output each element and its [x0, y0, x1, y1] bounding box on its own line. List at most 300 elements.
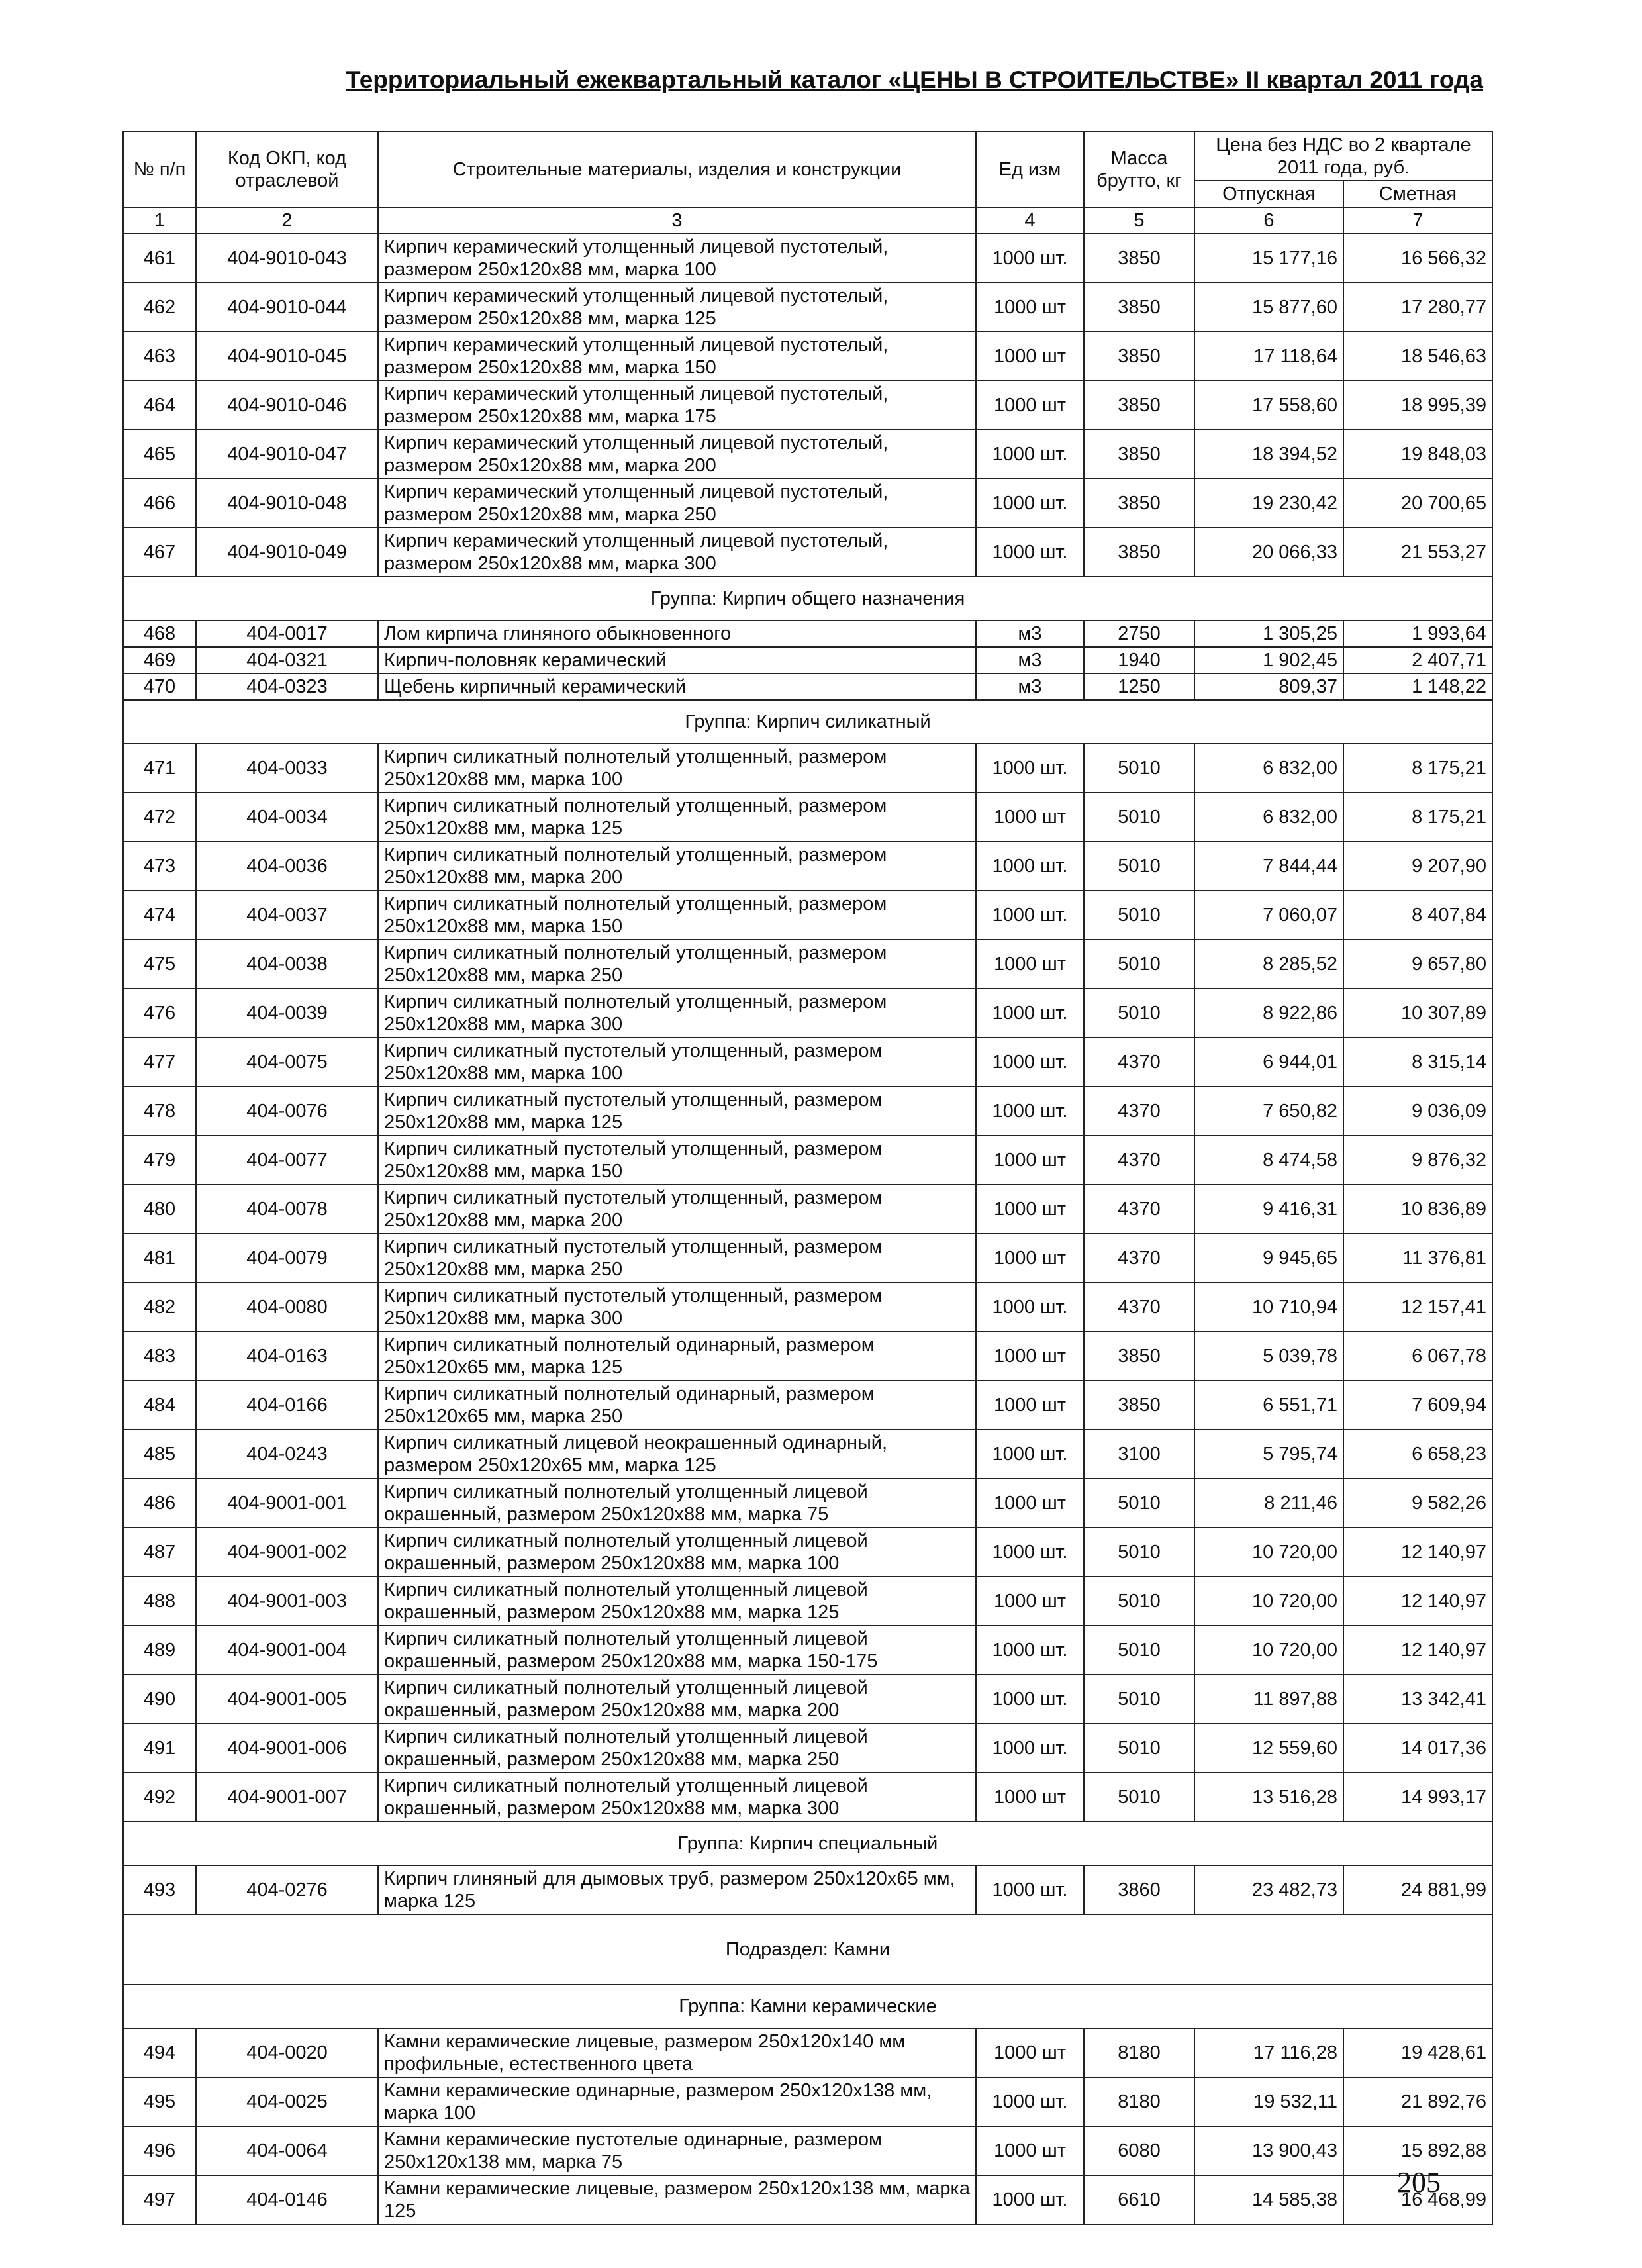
row-number: 481: [123, 1234, 196, 1283]
table-row: [123, 2126, 1492, 2175]
sale-price: 9 945,65: [1194, 1234, 1343, 1283]
table-row: [123, 283, 1492, 332]
estimate-price: 12 140,97: [1343, 1577, 1492, 1626]
okp-code: 404-0017: [196, 620, 378, 647]
table-row: [123, 842, 1492, 891]
unit: м3: [976, 647, 1084, 673]
sale-price: 7 650,82: [1194, 1087, 1343, 1136]
okp-code: 404-0323: [196, 673, 378, 700]
material-name: Кирпич керамический утолщенный лицевой пустотелый, размером 250x120x88 мм, марка 100: [378, 234, 976, 283]
material-name: Кирпич силикатный пустотелый утолщенный, размером 250x120x88 мм, марка 200: [378, 1185, 976, 1234]
okp-code: 404-9010-048: [196, 479, 378, 528]
material-name: Кирпич керамический утолщенный лицевой пустотелый, размером 250x120x88 мм, марка 200: [378, 430, 976, 479]
material-name: Кирпич силикатный полнотелый одинарный, размером 250x120x65 мм, марка 125: [378, 1332, 976, 1381]
table-row: [123, 1381, 1492, 1430]
okp-code: 404-9010-046: [196, 381, 378, 430]
row-number: 493: [123, 1865, 196, 1914]
unit: 1000 шт: [976, 940, 1084, 989]
estimate-price: 12 157,41: [1343, 1283, 1492, 1332]
gross-mass: 1250: [1084, 673, 1194, 700]
material-name: Лом кирпича глиняного обыкновенного: [378, 620, 976, 647]
gross-mass: 4370: [1084, 1234, 1194, 1283]
unit: 1000 шт: [976, 2028, 1084, 2077]
okp-code: 404-0034: [196, 793, 378, 842]
row-number: 492: [123, 1773, 196, 1822]
estimate-price: 19 428,61: [1343, 2028, 1492, 2077]
estimate-price: 16 566,32: [1343, 234, 1492, 283]
material-name: Кирпич силикатный полнотелый утолщенный, размером 250x120x88 мм, марка 250: [378, 940, 976, 989]
row-number: 495: [123, 2077, 196, 2126]
okp-code: 404-9001-007: [196, 1773, 378, 1822]
gross-mass: 5010: [1084, 940, 1194, 989]
okp-code: 404-0037: [196, 891, 378, 940]
gross-mass: 2750: [1084, 620, 1194, 647]
okp-code: 404-9010-043: [196, 234, 378, 283]
okp-code: 404-0080: [196, 1283, 378, 1332]
unit: 1000 шт.: [976, 1038, 1084, 1087]
table-row: [123, 381, 1492, 430]
estimate-price: 21 553,27: [1343, 528, 1492, 577]
material-name: Кирпич силикатный пустотелый утолщенный, размером 250x120x88 мм, марка 100: [378, 1038, 976, 1087]
column-index-row: [123, 207, 1492, 234]
table-row: [123, 1724, 1492, 1773]
row-number: 479: [123, 1136, 196, 1185]
gross-mass: 4370: [1084, 1038, 1194, 1087]
sale-price: 11 897,88: [1194, 1675, 1343, 1724]
gross-mass: 1940: [1084, 647, 1194, 673]
header-mass: Масса брутто, кг: [1084, 132, 1194, 207]
price-catalog-table: [122, 131, 1493, 2225]
table-row: [123, 2077, 1492, 2126]
estimate-price: 9 657,80: [1343, 940, 1492, 989]
okp-code: 404-9001-006: [196, 1724, 378, 1773]
material-name: Кирпич силикатный полнотелый утолщенный, размером 250x120x88 мм, марка 300: [378, 989, 976, 1038]
gross-mass: 3850: [1084, 332, 1194, 381]
estimate-price: 1 148,22: [1343, 673, 1492, 700]
unit: 1000 шт: [976, 793, 1084, 842]
okp-code: 404-0146: [196, 2175, 378, 2224]
row-number: 466: [123, 479, 196, 528]
estimate-price: 9 582,26: [1343, 1479, 1492, 1528]
unit: 1000 шт.: [976, 479, 1084, 528]
okp-code: 404-0039: [196, 989, 378, 1038]
gross-mass: 5010: [1084, 1528, 1194, 1577]
unit: 1000 шт.: [976, 234, 1084, 283]
okp-code: 404-9001-001: [196, 1479, 378, 1528]
okp-code: 404-9010-045: [196, 332, 378, 381]
gross-mass: 3850: [1084, 528, 1194, 577]
material-name: Кирпич силикатный полнотелый одинарный, размером 250x120x65 мм, марка 250: [378, 1381, 976, 1430]
unit: 1000 шт: [976, 1332, 1084, 1381]
okp-code: 404-0020: [196, 2028, 378, 2077]
material-name: Кирпич силикатный пустотелый утолщенный, размером 250x120x88 мм, марка 250: [378, 1234, 976, 1283]
material-name: Кирпич силикатный полнотелый утолщенный, размером 250x120x88 мм, марка 125: [378, 793, 976, 842]
unit: 1000 шт: [976, 1136, 1084, 1185]
row-number: 496: [123, 2126, 196, 2175]
okp-code: 404-0076: [196, 1087, 378, 1136]
material-name: Кирпич керамический утолщенный лицевой пустотелый, размером 250x120x88 мм, марка 150: [378, 332, 976, 381]
material-name: Кирпич силикатный полнотелый утолщенный, размером 250x120x88 мм, марка 100: [378, 744, 976, 793]
header-estimate-price: Сметная: [1343, 181, 1492, 207]
gross-mass: 3850: [1084, 381, 1194, 430]
material-name: Щебень кирпичный керамический: [378, 673, 976, 700]
sale-price: 12 559,60: [1194, 1724, 1343, 1773]
unit: м3: [976, 620, 1084, 647]
table-row: [123, 1038, 1492, 1087]
header-name: Строительные материалы, изделия и конструкции: [378, 132, 976, 207]
estimate-price: 18 995,39: [1343, 381, 1492, 430]
gross-mass: 8180: [1084, 2077, 1194, 2126]
estimate-price: 12 140,97: [1343, 1528, 1492, 1577]
table-row: [123, 2028, 1492, 2077]
gross-mass: 3850: [1084, 1332, 1194, 1381]
table-row: [123, 1773, 1492, 1822]
group-heading: Группа: Кирпич общего назначения: [123, 577, 1492, 620]
row-number: 491: [123, 1724, 196, 1773]
header-code: Код ОКП, код отраслевой: [196, 132, 378, 207]
sale-price: 15 877,60: [1194, 283, 1343, 332]
okp-code: 404-0163: [196, 1332, 378, 1381]
row-number: 484: [123, 1381, 196, 1430]
unit: 1000 шт.: [976, 842, 1084, 891]
subsection-heading: Подраздел: Камни: [123, 1914, 1492, 1985]
okp-code: 404-9010-044: [196, 283, 378, 332]
sale-price: 20 066,33: [1194, 528, 1343, 577]
row-number: 469: [123, 647, 196, 673]
row-number: 474: [123, 891, 196, 940]
table-row: [123, 673, 1492, 700]
unit: 1000 шт.: [976, 1626, 1084, 1675]
sale-price: 18 394,52: [1194, 430, 1343, 479]
row-number: 488: [123, 1577, 196, 1626]
okp-code: 404-0038: [196, 940, 378, 989]
group-heading: Группа: Камни керамические: [123, 1985, 1492, 2028]
row-number: 482: [123, 1283, 196, 1332]
okp-code: 404-0243: [196, 1430, 378, 1479]
okp-code: 404-0033: [196, 744, 378, 793]
material-name: Кирпич керамический утолщенный лицевой пустотелый, размером 250x120x88 мм, марка 125: [378, 283, 976, 332]
gross-mass: 8180: [1084, 2028, 1194, 2077]
unit: 1000 шт.: [976, 891, 1084, 940]
table-row: [123, 1136, 1492, 1185]
unit: 1000 шт.: [976, 989, 1084, 1038]
unit: 1000 шт.: [976, 1528, 1084, 1577]
estimate-price: 18 546,63: [1343, 332, 1492, 381]
material-name: Кирпич силикатный полнотелый утолщенный лицевой окрашенный, размером 250x120x88 мм, марка 200: [378, 1675, 976, 1724]
sale-price: 6 944,01: [1194, 1038, 1343, 1087]
table-row: [123, 479, 1492, 528]
sale-price: 23 482,73: [1194, 1865, 1343, 1914]
table-row: [123, 891, 1492, 940]
sale-price: 1 902,45: [1194, 647, 1343, 673]
unit: 1000 шт.: [976, 744, 1084, 793]
header-unit: Ед изм: [976, 132, 1084, 207]
estimate-price: 6 658,23: [1343, 1430, 1492, 1479]
page-number: 205: [1397, 2166, 1441, 2198]
gross-mass: 5010: [1084, 1577, 1194, 1626]
row-number: 475: [123, 940, 196, 989]
estimate-price: 14 017,36: [1343, 1724, 1492, 1773]
row-number: 494: [123, 2028, 196, 2077]
unit: м3: [976, 673, 1084, 700]
estimate-price: 1 993,64: [1343, 620, 1492, 647]
material-name: Кирпич силикатный лицевой неокрашенный одинарный, размером 250x120x65 мм, марка 125: [378, 1430, 976, 1479]
column-index: 7: [1343, 207, 1492, 234]
estimate-price: 7 609,94: [1343, 1381, 1492, 1430]
estimate-price: 10 307,89: [1343, 989, 1492, 1038]
gross-mass: 4370: [1084, 1283, 1194, 1332]
table-row: [123, 793, 1492, 842]
estimate-price: 21 892,76: [1343, 2077, 1492, 2126]
table-row: [123, 940, 1492, 989]
sale-price: 10 720,00: [1194, 1626, 1343, 1675]
row-number: 485: [123, 1430, 196, 1479]
table-row: [123, 1577, 1492, 1626]
table-row: [123, 1865, 1492, 1914]
okp-code: 404-0064: [196, 2126, 378, 2175]
material-name: Камни керамические одинарные, размером 250x120x138 мм, марка 100: [378, 2077, 976, 2126]
estimate-price: 6 067,78: [1343, 1332, 1492, 1381]
page-title: Территориальный ежеквартальный каталог «ЦЕНЫ В СТРОИТЕЛЬСТВЕ» II квартал 2011 года: [345, 66, 1483, 93]
unit: 1000 шт.: [976, 1430, 1084, 1479]
gross-mass: 5010: [1084, 1675, 1194, 1724]
sale-price: 10 720,00: [1194, 1577, 1343, 1626]
okp-code: 404-0036: [196, 842, 378, 891]
gross-mass: 4370: [1084, 1087, 1194, 1136]
estimate-price: 2 407,71: [1343, 647, 1492, 673]
row-number: 473: [123, 842, 196, 891]
sale-price: 8 211,46: [1194, 1479, 1343, 1528]
row-number: 463: [123, 332, 196, 381]
sale-price: 17 118,64: [1194, 332, 1343, 381]
sale-price: 5 039,78: [1194, 1332, 1343, 1381]
estimate-price: 9 207,90: [1343, 842, 1492, 891]
gross-mass: 5010: [1084, 793, 1194, 842]
estimate-price: 9 876,32: [1343, 1136, 1492, 1185]
sale-price: 1 305,25: [1194, 620, 1343, 647]
estimate-price: 19 848,03: [1343, 430, 1492, 479]
gross-mass: 5010: [1084, 1724, 1194, 1773]
sale-price: 13 516,28: [1194, 1773, 1343, 1822]
sale-price: 8 474,58: [1194, 1136, 1343, 1185]
unit: 1000 шт.: [976, 528, 1084, 577]
gross-mass: 3850: [1084, 430, 1194, 479]
table-row: [123, 430, 1492, 479]
row-number: 472: [123, 793, 196, 842]
table-row: [123, 1283, 1492, 1332]
okp-code: 404-0079: [196, 1234, 378, 1283]
gross-mass: 3850: [1084, 283, 1194, 332]
sale-price: 6 832,00: [1194, 793, 1343, 842]
okp-code: 404-9001-004: [196, 1626, 378, 1675]
table-row: [123, 1430, 1492, 1479]
estimate-price: 24 881,99: [1343, 1865, 1492, 1914]
sale-price: 10 720,00: [1194, 1528, 1343, 1577]
material-name: Кирпич силикатный пустотелый утолщенный, размером 250x120x88 мм, марка 150: [378, 1136, 976, 1185]
gross-mass: 5010: [1084, 1479, 1194, 1528]
material-name: Кирпич глиняный для дымовых труб, размером 250x120x65 мм, марка 125: [378, 1865, 976, 1914]
gross-mass: 3100: [1084, 1430, 1194, 1479]
gross-mass: 6610: [1084, 2175, 1194, 2224]
row-number: 487: [123, 1528, 196, 1577]
okp-code: 404-0078: [196, 1185, 378, 1234]
header-price: Цена без НДС во 2 квартале 2011 года, руб.: [1194, 132, 1492, 181]
row-number: 461: [123, 234, 196, 283]
row-number: 489: [123, 1626, 196, 1675]
material-name: Кирпич силикатный полнотелый утолщенный лицевой окрашенный, размером 250x120x88 мм, марка 250: [378, 1724, 976, 1773]
okp-code: 404-9001-002: [196, 1528, 378, 1577]
unit: 1000 шт: [976, 1185, 1084, 1234]
sale-price: 5 795,74: [1194, 1430, 1343, 1479]
material-name: Кирпич силикатный полнотелый утолщенный лицевой окрашенный, размером 250x120x88 мм, марка 100: [378, 1528, 976, 1577]
gross-mass: 4370: [1084, 1136, 1194, 1185]
material-name: Кирпич керамический утолщенный лицевой пустотелый, размером 250x120x88 мм, марка 250: [378, 479, 976, 528]
gross-mass: 5010: [1084, 842, 1194, 891]
table-row: [123, 1332, 1492, 1381]
okp-code: 404-9001-003: [196, 1577, 378, 1626]
group-heading: Группа: Кирпич специальный: [123, 1822, 1492, 1865]
sale-price: 15 177,16: [1194, 234, 1343, 283]
row-number: 497: [123, 2175, 196, 2224]
material-name: Кирпич силикатный полнотелый утолщенный лицевой окрашенный, размером 250x120x88 мм, марка 75: [378, 1479, 976, 1528]
material-name: Кирпич-половняк керамический: [378, 647, 976, 673]
sale-price: 17 558,60: [1194, 381, 1343, 430]
gross-mass: 3850: [1084, 234, 1194, 283]
table-row: [123, 1675, 1492, 1724]
gross-mass: 5010: [1084, 744, 1194, 793]
unit: 1000 шт: [976, 1479, 1084, 1528]
table-row: [123, 2175, 1492, 2224]
gross-mass: 6080: [1084, 2126, 1194, 2175]
row-number: 486: [123, 1479, 196, 1528]
row-number: 490: [123, 1675, 196, 1724]
unit: 1000 шт: [976, 1381, 1084, 1430]
unit: 1000 шт: [976, 2126, 1084, 2175]
okp-code: 404-0276: [196, 1865, 378, 1914]
gross-mass: 5010: [1084, 891, 1194, 940]
group-heading: Группа: Кирпич силикатный: [123, 700, 1492, 744]
sale-price: 8 285,52: [1194, 940, 1343, 989]
estimate-price: 17 280,77: [1343, 283, 1492, 332]
material-name: Кирпич керамический утолщенный лицевой пустотелый, размером 250x120x88 мм, марка 300: [378, 528, 976, 577]
okp-code: 404-9010-047: [196, 430, 378, 479]
row-number: 478: [123, 1087, 196, 1136]
okp-code: 404-0025: [196, 2077, 378, 2126]
estimate-price: 11 376,81: [1343, 1234, 1492, 1283]
material-name: Кирпич керамический утолщенный лицевой пустотелый, размером 250x120x88 мм, марка 175: [378, 381, 976, 430]
estimate-price: 12 140,97: [1343, 1626, 1492, 1675]
row-number: 468: [123, 620, 196, 647]
sale-price: 8 922,86: [1194, 989, 1343, 1038]
column-index: 3: [378, 207, 976, 234]
estimate-price: 10 836,89: [1343, 1185, 1492, 1234]
unit: 1000 шт: [976, 283, 1084, 332]
estimate-price: 8 175,21: [1343, 744, 1492, 793]
table-row: [123, 989, 1492, 1038]
material-name: Кирпич силикатный полнотелый утолщенный, размером 250x120x88 мм, марка 150: [378, 891, 976, 940]
material-name: Камни керамические лицевые, размером 250x120x140 мм профильные, естественного цвета: [378, 2028, 976, 2077]
sale-price: 19 532,11: [1194, 2077, 1343, 2126]
estimate-price: 13 342,41: [1343, 1675, 1492, 1724]
sale-price: 13 900,43: [1194, 2126, 1343, 2175]
table-row: [123, 1528, 1492, 1577]
table-row: [123, 528, 1492, 577]
unit: 1000 шт: [976, 1577, 1084, 1626]
table-row: [123, 1087, 1492, 1136]
gross-mass: 3850: [1084, 1381, 1194, 1430]
table-row: [123, 1234, 1492, 1283]
catalog-body: [123, 234, 1492, 2224]
table-row: [123, 1479, 1492, 1528]
okp-code: 404-0075: [196, 1038, 378, 1087]
header-num: № п/п: [123, 132, 196, 207]
sale-price: 6 551,71: [1194, 1381, 1343, 1430]
table-row: [123, 744, 1492, 793]
row-number: 470: [123, 673, 196, 700]
table-row: [123, 1626, 1492, 1675]
sale-price: 17 116,28: [1194, 2028, 1343, 2077]
material-name: Камни керамические пустотелые одинарные, размером 250x120x138 мм, марка 75: [378, 2126, 976, 2175]
unit: 1000 шт: [976, 332, 1084, 381]
header-sale-price: Отпускная: [1194, 181, 1343, 207]
column-index: 5: [1084, 207, 1194, 234]
okp-code: 404-0321: [196, 647, 378, 673]
estimate-price: 8 175,21: [1343, 793, 1492, 842]
unit: 1000 шт: [976, 1234, 1084, 1283]
column-index: 6: [1194, 207, 1343, 234]
sale-price: 19 230,42: [1194, 479, 1343, 528]
column-index: 4: [976, 207, 1084, 234]
okp-code: 404-9010-049: [196, 528, 378, 577]
material-name: Кирпич силикатный пустотелый утолщенный, размером 250x120x88 мм, марка 300: [378, 1283, 976, 1332]
sale-price: 9 416,31: [1194, 1185, 1343, 1234]
sale-price: 14 585,38: [1194, 2175, 1343, 2224]
unit: 1000 шт.: [976, 1283, 1084, 1332]
okp-code: 404-0166: [196, 1381, 378, 1430]
row-number: 471: [123, 744, 196, 793]
row-number: 467: [123, 528, 196, 577]
table-row: [123, 620, 1492, 647]
unit: 1000 шт: [976, 1773, 1084, 1822]
material-name: Кирпич силикатный полнотелый утолщенный лицевой окрашенный, размером 250x120x88 мм, марка 300: [378, 1773, 976, 1822]
table-row: [123, 1185, 1492, 1234]
unit: 1000 шт.: [976, 2175, 1084, 2224]
material-name: Кирпич силикатный полнотелый утолщенный, размером 250x120x88 мм, марка 200: [378, 842, 976, 891]
estimate-price: 14 993,17: [1343, 1773, 1492, 1822]
material-name: Камни керамические лицевые, размером 250x120x138 мм, марка 125: [378, 2175, 976, 2224]
material-name: Кирпич силикатный полнотелый утолщенный лицевой окрашенный, размером 250x120x88 мм, марка 125: [378, 1577, 976, 1626]
row-number: 480: [123, 1185, 196, 1234]
sale-price: 7 844,44: [1194, 842, 1343, 891]
estimate-price: 20 700,65: [1343, 479, 1492, 528]
row-number: 477: [123, 1038, 196, 1087]
gross-mass: 5010: [1084, 1626, 1194, 1675]
material-name: Кирпич силикатный пустотелый утолщенный, размером 250x120x88 мм, марка 125: [378, 1087, 976, 1136]
table-row: [123, 234, 1492, 283]
sale-price: 809,37: [1194, 673, 1343, 700]
unit: 1000 шт.: [976, 1087, 1084, 1136]
row-number: 476: [123, 989, 196, 1038]
okp-code: 404-9001-005: [196, 1675, 378, 1724]
gross-mass: 5010: [1084, 989, 1194, 1038]
column-index: 1: [123, 207, 196, 234]
unit: 1000 шт.: [976, 1865, 1084, 1914]
gross-mass: 3850: [1084, 479, 1194, 528]
gross-mass: 4370: [1084, 1185, 1194, 1234]
row-number: 465: [123, 430, 196, 479]
row-number: 483: [123, 1332, 196, 1381]
sale-price: 6 832,00: [1194, 744, 1343, 793]
